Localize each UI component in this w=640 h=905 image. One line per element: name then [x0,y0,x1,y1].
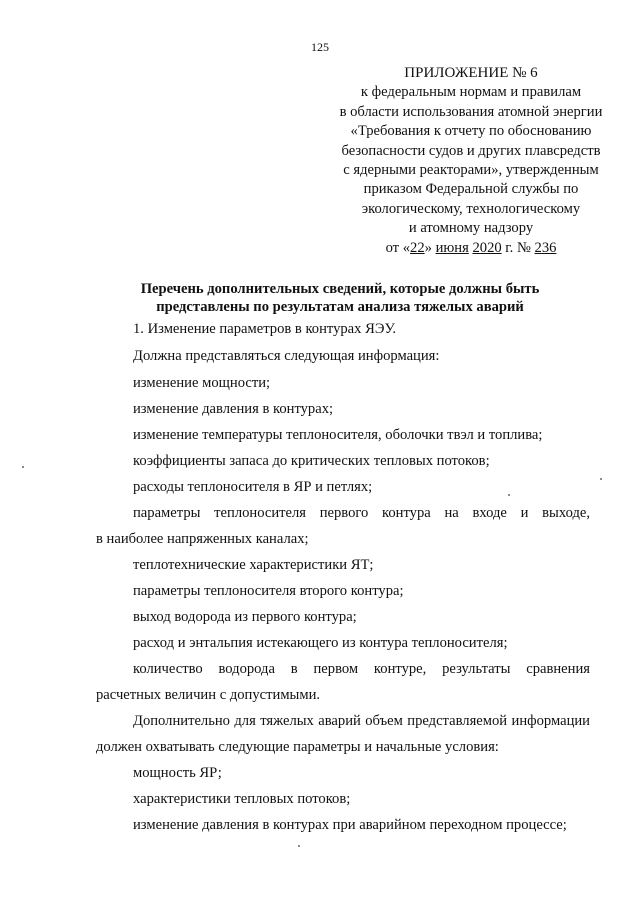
scan-speck [508,494,510,496]
document-title [105,280,575,316]
order-number: 236 [534,239,557,256]
list-item: выход водорода из первого контура; [133,609,357,625]
list-item: мощность ЯР; [133,765,222,781]
appendix-heading: ПРИЛОЖЕНИЕ № 6 [404,65,538,81]
date-prefix: от « [385,239,411,256]
list-item: параметры теплоносителя второго контура; [133,583,404,599]
scan-speck [600,478,602,480]
list-item: параметры теплоносителя первого контура на входе и выходе, [133,505,590,521]
date-year: 2020 [472,239,502,256]
intro-paragraph: Должна представляться следующая информация: [133,348,440,364]
appendix-line: «Требования к отчету по обоснованию [350,123,592,140]
title-line: представлены по результатам анализа тяжелых аварий [156,299,524,315]
list-item-continuation: расчетных величин с допустимыми. [96,687,321,703]
paragraph-continuation: должен охватывать следующие параметры и начальные условия: [96,739,499,755]
list-item: теплотехнические характеристики ЯТ; [133,557,374,573]
appendix-date-line [318,239,624,258]
list-item: расход и энтальпия истекающего из контура теплоносителя; [133,635,508,651]
appendix-line: и атомному надзору [408,220,534,237]
list-item: изменение температуры теплоносителя, оболочки твэл и топлива; [133,427,543,443]
scan-speck [22,466,24,468]
appendix-line: приказом Федеральной службы по [363,181,579,198]
list-item: характеристики тепловых потоков; [133,791,351,807]
paragraph: Дополнительно для тяжелых аварий объем представляемой информации [133,713,590,729]
date-mid: » [424,239,436,256]
list-item: коэффициенты запаса до критических тепловых потоков; [133,453,490,469]
appendix-line: к федеральным нормам и правилам [360,84,582,101]
date-suffix: г. № [501,239,535,256]
appendix-line: в области использования атомной энергии [339,103,603,120]
appendix-header [318,64,624,258]
appendix-line: с ядерными реакторами», утвержденным [343,162,599,179]
date-day: 22 [410,239,425,256]
list-item: изменение давления в контурах; [133,401,334,417]
title-line: Перечень дополнительных сведений, которые должны быть [140,281,540,297]
appendix-line: безопасности судов и других плавсредств [341,142,601,159]
date-month: июня [435,239,469,256]
list-item: изменение мощности; [133,375,271,391]
scan-speck [298,845,300,847]
page-number: 125 [311,40,329,54]
list-item: количество водорода в первом контуре, результаты сравнения [133,661,590,677]
appendix-line: экологическому, технологическому [361,200,581,217]
list-item-continuation: в наиболее напряженных каналах; [96,531,309,547]
list-item: расходы теплоносителя в ЯР и петлях; [133,479,373,495]
list-item: изменение давления в контурах при аварийном переходном процессе; [133,817,567,833]
section-heading: 1. Изменение параметров в контурах ЯЭУ. [133,321,397,337]
